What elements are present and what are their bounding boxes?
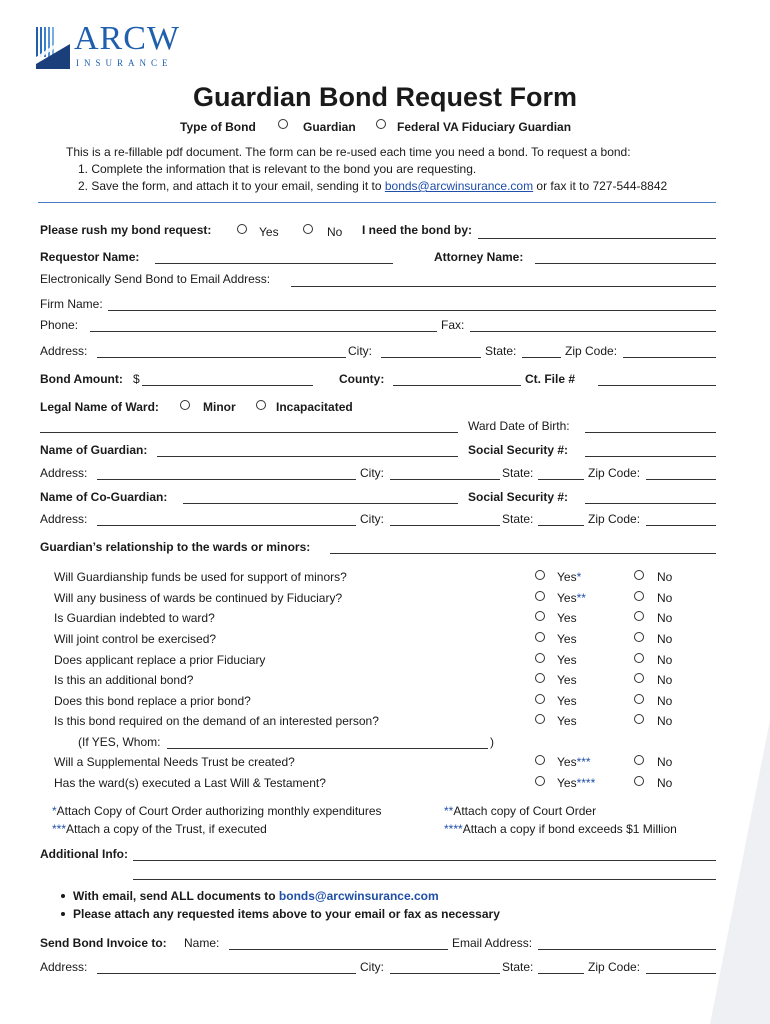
q2-yes-radio[interactable] — [535, 591, 545, 601]
q9-yes-radio[interactable] — [535, 755, 545, 765]
type-of-bond-label: Type of Bond — [180, 120, 256, 134]
q2-no-radio[interactable] — [634, 591, 644, 601]
question-text: Is Guardian indebted to ward? — [54, 611, 215, 625]
q4-yes-radio[interactable] — [535, 632, 545, 642]
bullet-icon — [61, 894, 65, 898]
federal-va-option-label: Federal VA Fiduciary Guardian — [397, 120, 572, 134]
question-text: Will joint control be exercised? — [54, 632, 217, 646]
q6-no-label: No — [657, 673, 673, 687]
additional-info-field-1[interactable] — [133, 860, 716, 861]
q3-no-radio[interactable] — [634, 611, 644, 621]
coguardian-zip-field[interactable] — [646, 525, 716, 526]
ct-file-label: Ct. File # — [525, 372, 576, 386]
state-field[interactable] — [522, 357, 561, 358]
question-text: Does applicant replace a prior Fiduciary — [54, 653, 266, 667]
rush-no-label: No — [327, 225, 343, 239]
coguardian-name-field[interactable] — [183, 503, 458, 504]
q4-yes-label: Yes — [557, 632, 577, 646]
need-by-field[interactable] — [478, 238, 716, 239]
firm-label: Firm Name: — [40, 297, 103, 311]
phone-label: Phone: — [40, 318, 79, 332]
question-text: Is this an additional bond? — [54, 673, 194, 687]
q10-yes-label: Yes**** — [557, 776, 596, 790]
coguardian-ssn-field[interactable] — [585, 503, 716, 504]
address-field[interactable] — [97, 357, 346, 358]
bullet-2: Please attach any requested items above to your email or fax as necessary — [73, 907, 500, 921]
coguardian-address-field[interactable] — [97, 525, 356, 526]
coguardian-state-field[interactable] — [538, 525, 584, 526]
q8-no-label: No — [657, 714, 673, 728]
legal-ward-label: Legal Name of Ward: — [40, 400, 159, 414]
q7-yes-label: Yes — [557, 694, 577, 708]
q6-yes-radio[interactable] — [535, 673, 545, 683]
coguardian-city-label: City: — [360, 512, 384, 526]
invoice-name-field[interactable] — [229, 949, 448, 950]
q3-yes-radio[interactable] — [535, 611, 545, 621]
electronic-email-field[interactable] — [291, 286, 716, 287]
q8-yes-radio[interactable] — [535, 714, 545, 724]
guardian-state-field[interactable] — [538, 479, 584, 480]
additional-info-field-2[interactable] — [133, 879, 716, 880]
guardian-ssn-field[interactable] — [585, 456, 716, 457]
logo-sub: INSURANCE — [76, 58, 173, 68]
invoice-name-label: Name: — [184, 936, 220, 950]
city-field[interactable] — [381, 357, 481, 358]
attorney-field[interactable] — [535, 263, 716, 264]
ct-file-field[interactable] — [598, 385, 716, 386]
minor-radio[interactable] — [180, 400, 190, 410]
q9-no-radio[interactable] — [634, 755, 644, 765]
q8-no-radio[interactable] — [634, 714, 644, 724]
firm-field[interactable] — [108, 310, 716, 311]
fax-field[interactable] — [470, 331, 716, 332]
guardian-city-field[interactable] — [390, 479, 500, 480]
bullet-email-link[interactable]: bonds@arcwinsurance.com — [278, 889, 439, 903]
page-title: Guardian Bond Request Form — [192, 82, 578, 112]
q5-no-label: No — [657, 653, 673, 667]
need-by-label: I need the bond by: — [362, 223, 472, 237]
guardian-zip-label: Zip Code: — [588, 466, 641, 480]
whom-field[interactable] — [167, 748, 488, 749]
guardian-state-label: State: — [502, 466, 534, 480]
logo-mark-icon — [34, 24, 72, 72]
coguardian-state-label: State: — [502, 512, 534, 526]
guardian-option-label: Guardian — [303, 120, 356, 134]
minor-label: Minor — [203, 400, 236, 414]
guardian-zip-field[interactable] — [646, 479, 716, 480]
question-text: Does this bond replace a prior bond? — [54, 694, 251, 708]
relationship-field[interactable] — [330, 553, 716, 554]
guardian-address-label: Address: — [40, 466, 88, 480]
ward-name-field[interactable] — [40, 432, 458, 433]
q3-yes-label: Yes — [557, 611, 577, 625]
q7-no-radio[interactable] — [634, 694, 644, 704]
page-curl-decoration — [700, 720, 770, 1024]
phone-field[interactable] — [90, 331, 437, 332]
coguardian-address-label: Address: — [40, 512, 88, 526]
relationship-label: Guardian’s relationship to the wards or minors: — [40, 540, 311, 554]
bond-amount-label: Bond Amount: — [40, 372, 123, 386]
zip-label: Zip Code: — [565, 344, 618, 358]
note-4: ****Attach a copy if bond exceeds $1 Million — [444, 822, 677, 836]
intro-line: This is a re-fillable pdf document. The form can be re-used each time you need a bond. To request a bond: — [66, 145, 631, 159]
address-label: Address: — [40, 344, 88, 358]
city-label: City: — [348, 344, 372, 358]
q10-yes-radio[interactable] — [535, 776, 545, 786]
state-label: State: — [485, 344, 517, 358]
email-link[interactable]: bonds@arcwinsurance.com — [384, 179, 534, 193]
rush-yes-label: Yes — [259, 225, 279, 239]
rush-label: Please rush my bond request: — [40, 223, 212, 237]
q1-yes-label: Yes* — [557, 570, 582, 584]
q5-yes-radio[interactable] — [535, 653, 545, 663]
whom-label: (If YES, Whom: — [78, 735, 161, 749]
logo-name: ARCW — [74, 20, 180, 57]
ward-dob-label: Ward Date of Birth: — [468, 419, 570, 433]
q4-no-radio[interactable] — [634, 632, 644, 642]
bullet-icon — [61, 912, 65, 916]
invoice-zip-label: Zip Code: — [588, 960, 641, 974]
rush-yes-radio[interactable] — [237, 224, 247, 234]
q4-no-label: No — [657, 632, 673, 646]
intro-step-2: 2. Save the form, and attach it to your email, sending it to bonds@arcwinsurance.com or fax it to 727-544-8842 — [78, 179, 668, 193]
q6-no-radio[interactable] — [634, 673, 644, 683]
invoice-state-field[interactable] — [538, 973, 584, 974]
invoice-email-field[interactable] — [538, 949, 716, 950]
invoice-city-field[interactable] — [390, 973, 500, 974]
guardian-city-label: City: — [360, 466, 384, 480]
invoice-label: Send Bond Invoice to: — [40, 936, 167, 950]
q9-no-label: No — [657, 755, 673, 769]
guardian-address-field[interactable] — [97, 479, 356, 480]
q2-no-label: No — [657, 591, 673, 605]
q3-no-label: No — [657, 611, 673, 625]
q7-no-label: No — [657, 694, 673, 708]
guardian-ssn-label: Social Security #: — [468, 443, 569, 457]
requestor-label: Requestor Name: — [40, 250, 140, 264]
question-text: Is this bond required on the demand of an interested person? — [54, 714, 379, 728]
section-divider — [38, 202, 716, 203]
invoice-address-field[interactable] — [97, 973, 356, 974]
ward-dob-field[interactable] — [585, 432, 716, 433]
note-2: **Attach copy of Court Order — [444, 804, 597, 818]
coguardian-zip-label: Zip Code: — [588, 512, 641, 526]
q6-yes-label: Yes — [557, 673, 577, 687]
note-3: ***Attach a copy of the Trust, if executed — [52, 822, 267, 836]
question-text: Will any business of wards be continued by Fiduciary? — [54, 591, 343, 605]
q10-no-label: No — [657, 776, 673, 790]
q5-yes-label: Yes — [557, 653, 577, 667]
q9-yes-label: Yes*** — [557, 755, 591, 769]
q1-yes-radio[interactable] — [535, 570, 545, 580]
q1-no-radio[interactable] — [634, 570, 644, 580]
electronic-email-label: Electronically Send Bond to Email Address: — [40, 272, 271, 286]
bond-amount-field[interactable] — [142, 385, 313, 386]
invoice-city-label: City: — [360, 960, 384, 974]
question-text: Will a Supplemental Needs Trust be created? — [54, 755, 295, 769]
q5-no-radio[interactable] — [634, 653, 644, 663]
county-field[interactable] — [393, 385, 521, 386]
attorney-label: Attorney Name: — [434, 250, 524, 264]
rush-no-radio[interactable] — [303, 224, 313, 234]
incapacitated-radio[interactable] — [256, 400, 266, 410]
logo — [34, 20, 194, 74]
q8-yes-label: Yes — [557, 714, 577, 728]
federal-va-radio[interactable] — [376, 119, 386, 129]
q7-yes-radio[interactable] — [535, 694, 545, 704]
invoice-address-label: Address: — [40, 960, 88, 974]
coguardian-name-label: Name of Co-Guardian: — [40, 490, 168, 504]
guardian-name-field[interactable] — [157, 456, 458, 457]
requestor-field[interactable] — [155, 263, 393, 264]
question-text: Has the ward(s) executed a Last Will & Testament? — [54, 776, 326, 790]
intro-step-1: 1. Complete the information that is relevant to the bond you are requesting. — [78, 162, 477, 176]
q2-yes-label: Yes** — [557, 591, 586, 605]
question-text: Will Guardianship funds be used for support of minors? — [54, 570, 347, 584]
q10-no-radio[interactable] — [634, 776, 644, 786]
additional-info-label: Additional Info: — [40, 847, 128, 861]
zip-field[interactable] — [623, 357, 716, 358]
fax-label: Fax: — [441, 318, 465, 332]
q1-no-label: No — [657, 570, 673, 584]
whom-close: ) — [490, 735, 494, 749]
bullet-1: With email, send ALL documents to bonds@arcwinsurance.com — [73, 889, 439, 903]
note-1: *Attach Copy of Court Order authorizing monthly expenditures — [52, 804, 382, 818]
guardian-name-label: Name of Guardian: — [40, 443, 148, 457]
incapacitated-label: Incapacitated — [276, 400, 353, 414]
invoice-email-label: Email Address: — [452, 936, 533, 950]
invoice-state-label: State: — [502, 960, 534, 974]
guardian-radio[interactable] — [278, 119, 288, 129]
county-label: County: — [339, 372, 385, 386]
coguardian-ssn-label: Social Security #: — [468, 490, 569, 504]
dollar-sign: $ — [133, 372, 140, 386]
coguardian-city-field[interactable] — [390, 525, 500, 526]
